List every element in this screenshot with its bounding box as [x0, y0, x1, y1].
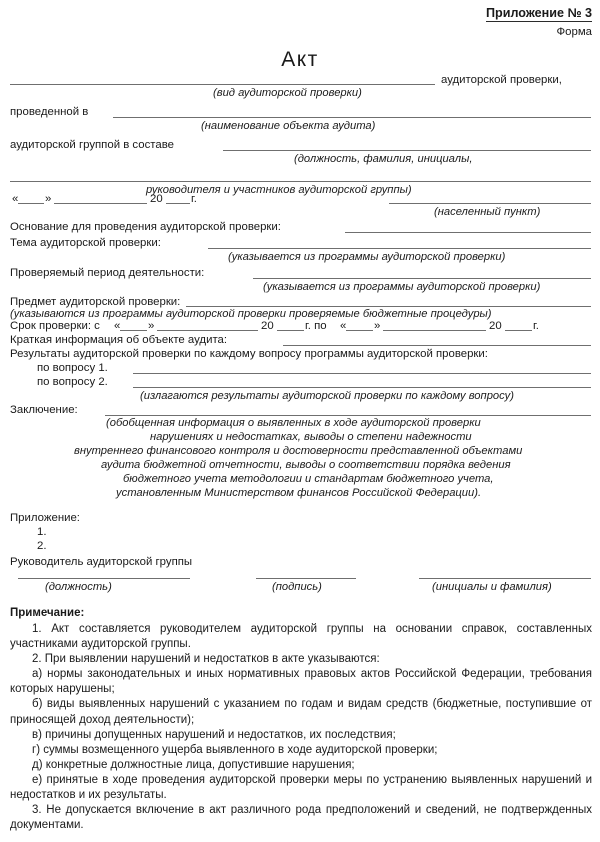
subject-caption: (указываются из программы аудиторской проверки проверяемые бюджетные процедуры) — [10, 308, 492, 320]
form-label: Форма — [556, 26, 592, 38]
brief-info-label: Краткая информация об объекте аудита: — [10, 334, 228, 346]
city-caption: (населенный пункт) — [434, 206, 541, 218]
date-close-quote: » — [45, 193, 52, 205]
appendix-number: Приложение № 3 — [485, 6, 592, 20]
term-to-label: г. по — [305, 320, 327, 332]
date-open-quote: « — [12, 193, 19, 205]
brief-info-rule[interactable] — [283, 345, 591, 346]
group-head-label: Руководитель аудиторской группы — [10, 556, 193, 568]
period-caption: (указывается из программы аудиторской проверки) — [263, 281, 541, 293]
audit-group-label: аудиторской группой в составе — [10, 139, 174, 151]
conclusion-caption-4: аудита бюджетной отчетности, выводы о соответствии порядка ведения — [101, 459, 511, 471]
audit-group-rule-2[interactable] — [10, 181, 591, 182]
note-item: г) суммы возмещенного ущерба выявленного в ходе аудиторской проверки; — [32, 743, 438, 756]
period-rule[interactable] — [253, 278, 591, 279]
city-rule[interactable] — [389, 203, 591, 204]
term-close-quote-2: » — [374, 320, 381, 332]
term-from-month-rule[interactable] — [157, 330, 258, 331]
audit-object-rule[interactable] — [113, 117, 591, 118]
basis-label: Основание для проведения аудиторской проверки: — [10, 221, 281, 233]
signature-position-rule[interactable] — [18, 578, 190, 579]
audit-group-caption-1: (должность, фамилия, инициалы, — [294, 153, 473, 165]
term-to-month-rule[interactable] — [383, 330, 486, 331]
conclusion-caption-2: нарушениях и недостатках, выводы о степени надежности — [150, 431, 472, 443]
term-to-year-rule[interactable] — [505, 330, 532, 331]
signature-sign-caption: (подпись) — [272, 581, 322, 593]
attachment-item-2: 2. — [37, 540, 47, 552]
question-2-rule[interactable] — [133, 387, 591, 388]
question-1-label: по вопросу 1. — [37, 362, 108, 374]
conclusion-caption-1: (обобщенная информация о выявленных в ходе аудиторской проверки — [106, 417, 481, 429]
conclusion-caption-6: установленным Министерством финансов Российской Федерации). — [116, 487, 482, 499]
audit-group-rule[interactable] — [223, 150, 591, 151]
conclusion-caption-5: бюджетного учета методологии и стандартам бюджетного учета, — [123, 473, 494, 485]
questions-caption: (излагаются результаты аудиторской проверки по каждому вопросу) — [140, 390, 514, 402]
term-to-year-suffix: г. — [533, 320, 539, 332]
conclusion-label: Заключение: — [10, 404, 78, 416]
topic-label: Тема аудиторской проверки: — [10, 237, 161, 249]
conclusion-caption-3: внутреннего финансового контроля и достоверности представленной объектами — [74, 445, 523, 457]
notes-heading: Примечание: — [10, 607, 85, 619]
audit-type-rule[interactable] — [10, 84, 435, 85]
note-item: 1. Акт составляется руководителем аудиторской группы на основании справок, составленных участниками аудиторской группы. — [10, 623, 592, 651]
term-label: Срок проверки: с — [10, 320, 100, 332]
term-from-year-prefix: 20 — [261, 320, 274, 332]
term-open-quote-2: « — [340, 320, 347, 332]
conducted-at-label: проведенной в — [10, 106, 89, 118]
notes-section — [10, 606, 592, 833]
audit-type-caption: (вид аудиторской проверки) — [213, 87, 362, 99]
period-label: Проверяемый период деятельности: — [10, 267, 205, 279]
note-item: е) принятые в ходе проведения аудиторской проверки меры по устранению выявленных нарушений и недостатков и их результаты. — [10, 773, 592, 802]
topic-rule[interactable] — [208, 248, 591, 249]
date-year-rule[interactable] — [166, 203, 190, 204]
results-label: Результаты аудиторской проверки по каждому вопросу программы аудиторской проверки: — [10, 348, 488, 360]
audit-object-caption: (наименование объекта аудита) — [201, 120, 376, 132]
audit-group-caption-2: руководителя и участников аудиторской группы) — [146, 184, 412, 196]
term-close-quote-1: » — [148, 320, 155, 332]
term-to-day-rule[interactable] — [346, 330, 373, 331]
date-year-prefix: 20 — [150, 193, 163, 205]
term-from-day-rule[interactable] — [120, 330, 147, 331]
question-2-label: по вопросу 2. — [37, 376, 108, 388]
attachment-item-1: 1. — [37, 526, 47, 538]
note-item: д) конкретные должностные лица, допустившие нарушения; — [32, 758, 355, 771]
page-title: Акт — [281, 48, 319, 71]
signature-position-caption: (должность) — [45, 581, 112, 593]
note-item: б) виды выявленных нарушений с указанием по годам и видам средств (бюджетные, поступившие от приносящей доход деятельности); — [10, 698, 592, 726]
signature-name-rule[interactable] — [419, 578, 591, 579]
date-day-rule[interactable] — [18, 203, 44, 204]
note-item: 3. Не допускается включение в акт различного рода предположений и сведений, не подтвержденных документами. — [10, 804, 592, 832]
date-month-rule[interactable] — [54, 203, 147, 204]
term-open-quote-1: « — [114, 320, 121, 332]
date-year-suffix: г. — [191, 193, 197, 205]
signature-sign-rule[interactable] — [256, 578, 356, 579]
term-to-year-prefix: 20 — [489, 320, 502, 332]
question-1-rule[interactable] — [133, 373, 591, 374]
audit-type-suffix: аудиторской проверки, — [441, 74, 562, 86]
subject-label: Предмет аудиторской проверки: — [10, 296, 181, 308]
note-item: в) причины допущенных нарушений и недостатков, их последствия; — [32, 728, 396, 741]
note-item: 2. При выявлении нарушений и недостатков в акте указываются: — [32, 653, 380, 666]
note-item: а) нормы законодательных и иных нормативных правовых актов Российской Федерации, требования которых нарушены; — [10, 668, 592, 696]
basis-rule[interactable] — [345, 232, 591, 233]
term-from-year-rule[interactable] — [277, 330, 304, 331]
topic-caption: (указывается из программы аудиторской проверки) — [228, 251, 506, 263]
signature-name-caption: (инициалы и фамилия) — [432, 581, 552, 593]
attachments-label: Приложение: — [10, 512, 80, 524]
